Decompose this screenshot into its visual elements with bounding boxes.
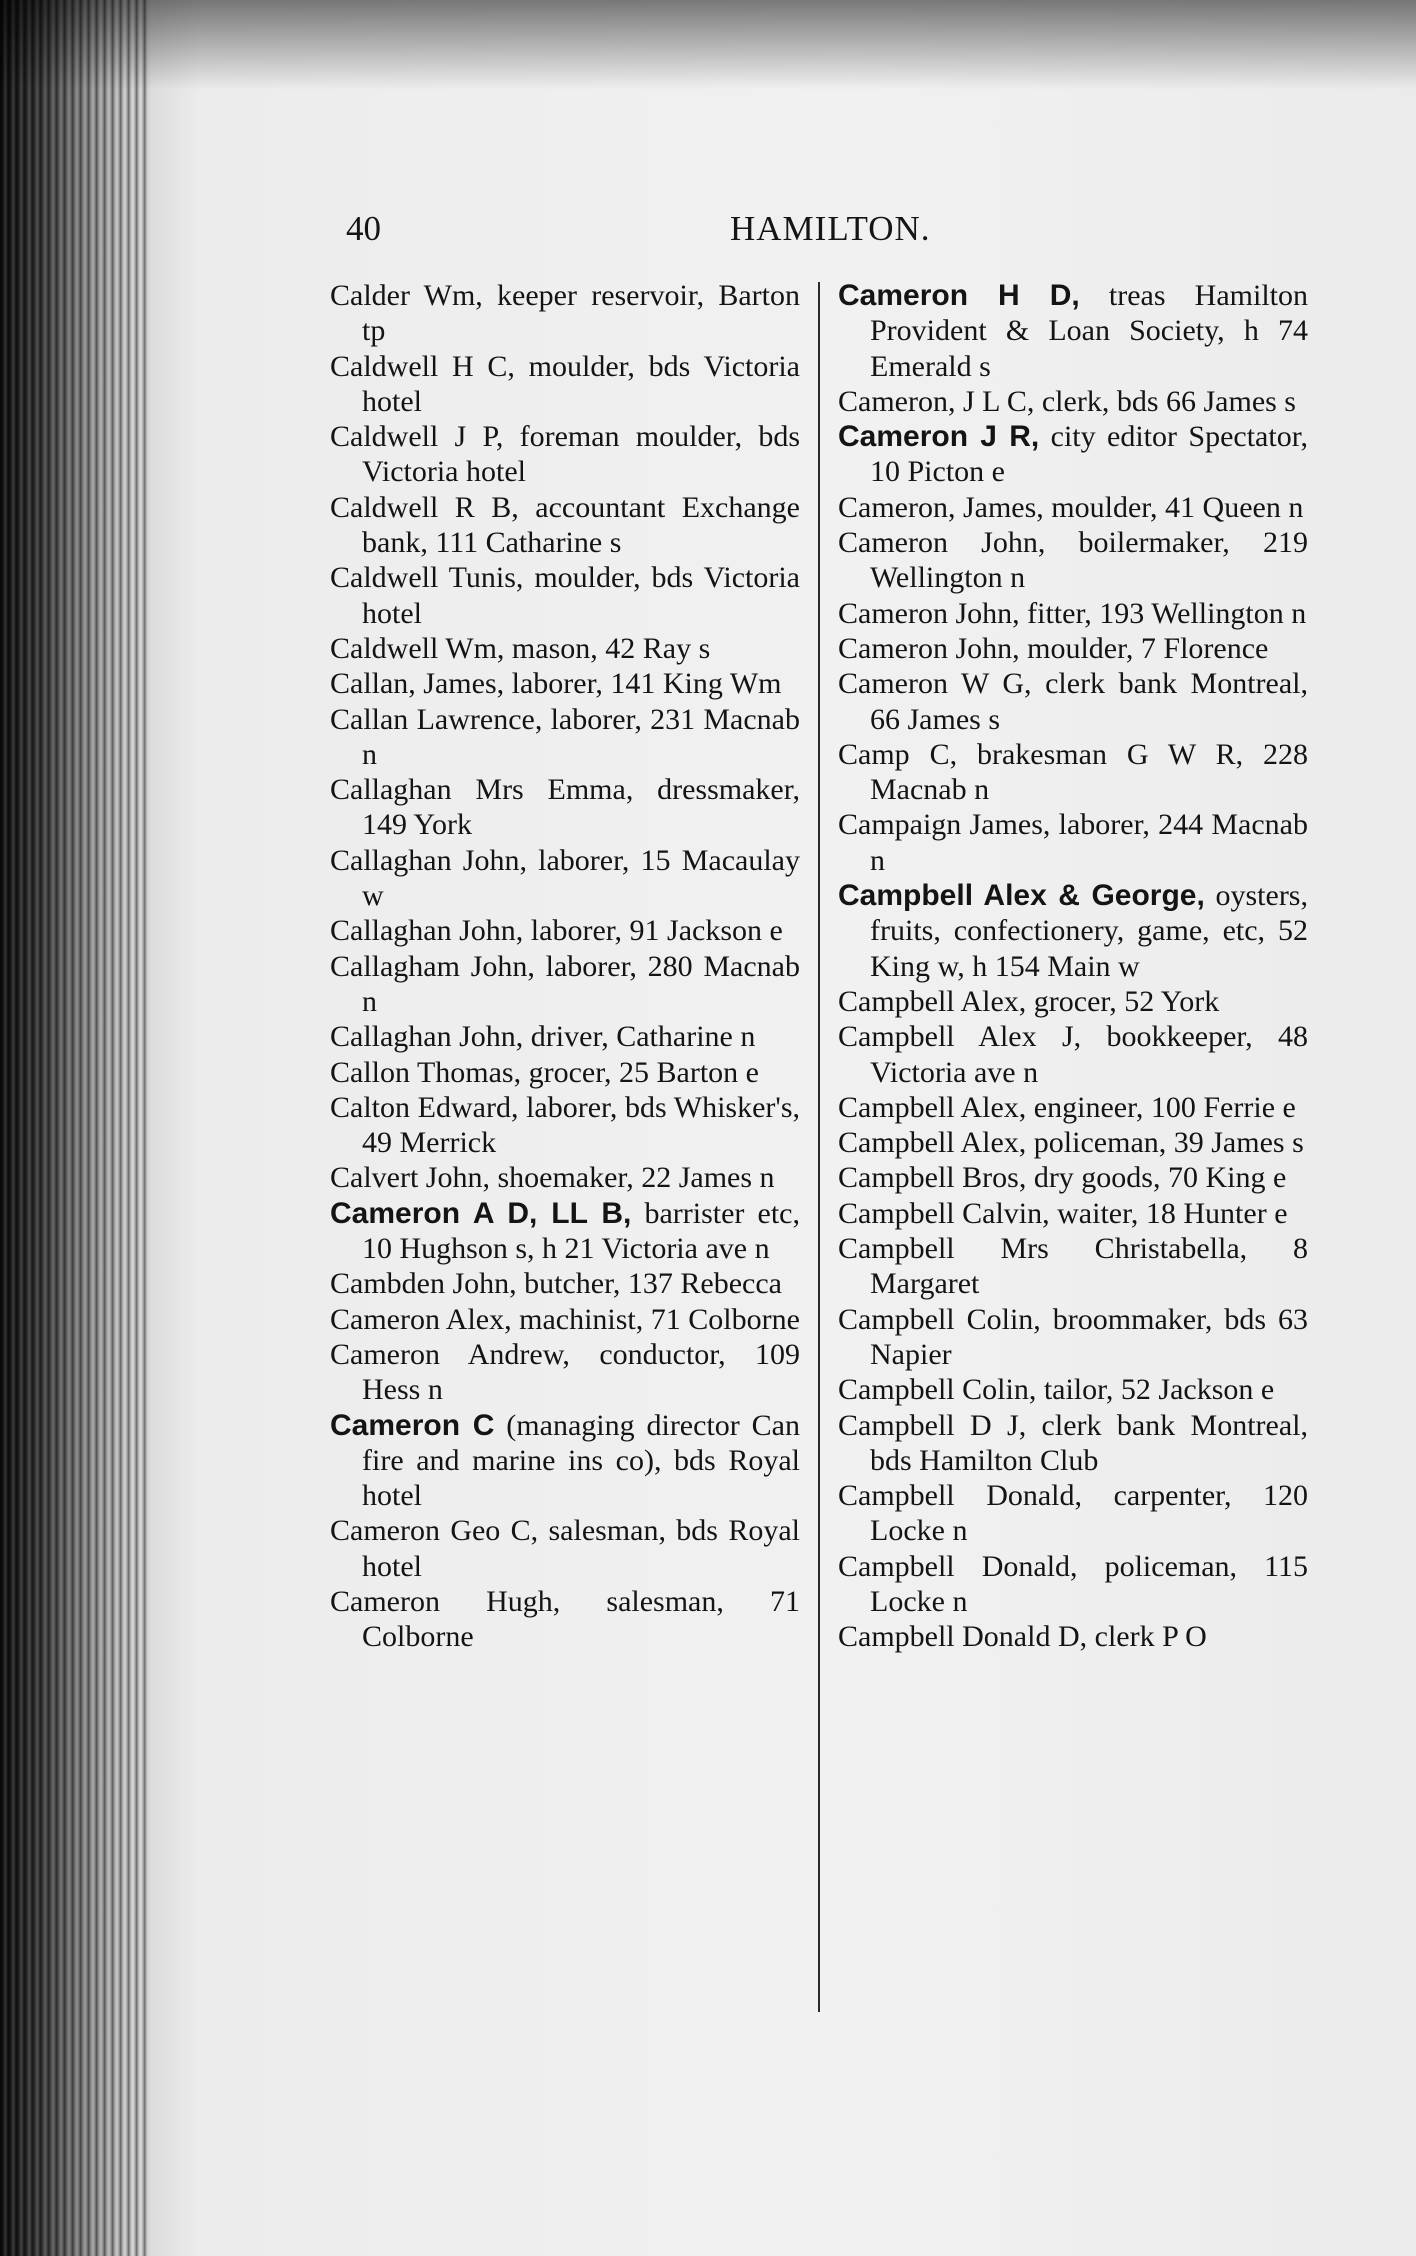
directory-entry: Calder Wm, keeper reservoir, Barton tp: [330, 279, 800, 348]
directory-entry: Callan, James, laborer, 141 King Wm: [330, 667, 782, 701]
directory-entry: Cameron Hugh, salesman, 71 Colborne: [330, 1584, 800, 1654]
directory-entry: Callaghan John, driver, Catharine n: [330, 1020, 756, 1054]
directory-entry: Campaign James, laborer, 244 Macnab n: [838, 808, 1308, 877]
directory-entry: Campbell Donald, policeman, 115 Locke n: [838, 1549, 1308, 1618]
entry-name-bold: Cameron A D, LL B,: [330, 1196, 632, 1230]
directory-entry: Campbell Calvin, waiter, 18 Hunter e: [838, 1196, 1288, 1230]
directory-entry: Campbell Alex J, bookkeeper, 48 Victoria ave n: [838, 1020, 1308, 1089]
entry-name-bold: Cameron C: [330, 1408, 495, 1442]
directory-entry: Campbell Alex, engineer, 100 Ferrie e: [838, 1090, 1296, 1124]
directory-entry-featured: Cameron H D, treas Hamilton Provident & Loan Society, h 74 Emerald s: [838, 279, 1309, 383]
column-divider: [818, 282, 820, 2012]
directory-entry-featured: Campbell Alex & George, oysters, fruits, confectionery, game, etc, 52 King w, h 154 Main w: [838, 879, 1308, 983]
directory-entry: Cameron John, boilermaker, 219 Wellington n: [838, 526, 1308, 595]
directory-entry: Caldwell Wm, mason, 42 Ray s: [330, 631, 711, 665]
directory-entry: Callaghan Mrs Emma, dressmaker, 149 York: [330, 773, 800, 842]
book-spine-shadow: [0, 0, 150, 2256]
directory-entry: Cameron John, moulder, 7 Florence: [838, 631, 1269, 665]
directory-entry: Campbell D J, clerk bank Montreal, bds Hamilton Club: [838, 1408, 1308, 1477]
directory-entry: Caldwell Tunis, moulder, bds Victoria hotel: [330, 561, 800, 630]
entry-name-bold: Campbell Alex & George,: [838, 879, 1205, 913]
directory-entry-featured: Cameron A D, LL B, barrister etc, 10 Hughson s, h 21 Victoria ave n: [330, 1196, 800, 1266]
directory-entry: Caldwell J P, foreman moulder, bds Victoria hotel: [330, 420, 800, 489]
left-column: [330, 278, 800, 1655]
directory-entry: Callan Lawrence, laborer, 231 Macnab n: [330, 702, 800, 771]
directory-entry: Caldwell R B, accountant Exchange bank, 111 Catharine s: [330, 490, 800, 560]
directory-entry: Campbell Colin, tailor, 52 Jackson e: [838, 1373, 1275, 1407]
page-number: 40: [346, 209, 381, 248]
directory-entry-featured: Cameron C (managing director Can fire and marine ins co), bds Royal hotel: [330, 1408, 800, 1513]
directory-entry: Caldwell H C, moulder, bds Victoria hotel: [330, 349, 800, 418]
right-column: [838, 278, 1308, 1655]
directory-entry: Callaghan John, laborer, 91 Jackson e: [330, 914, 783, 948]
directory-entry: Campbell Donald, carpenter, 120 Locke n: [838, 1479, 1308, 1548]
directory-entry: Callagham John, laborer, 280 Macnab n: [330, 949, 800, 1018]
top-edge-shadow: [0, 0, 1416, 90]
running-title: HAMILTON.: [730, 209, 931, 248]
directory-entry: Camp C, brakesman G W R, 228 Macnab n: [838, 737, 1308, 807]
directory-entry: Calton Edward, laborer, bds Whisker's, 49 Merrick: [330, 1090, 800, 1160]
directory-entry: Cambden John, butcher, 137 Rebecca: [330, 1267, 782, 1301]
directory-entry: Callaghan John, laborer, 15 Macaulay w: [330, 843, 800, 913]
directory-entry: Cameron W G, clerk bank Montreal, 66 James s: [838, 667, 1308, 736]
directory-entry: Campbell Mrs Christabella, 8 Margaret: [838, 1232, 1308, 1301]
entry-name-bold: Cameron H D,: [838, 279, 1080, 312]
directory-entry: Cameron, J L C, clerk, bds 66 James s: [838, 384, 1296, 418]
directory-entry: Cameron Alex, machinist, 71 Colborne: [330, 1302, 800, 1336]
directory-entry: Campbell Donald D, clerk P O: [838, 1620, 1207, 1654]
directory-entry: Campbell Alex, grocer, 52 York: [838, 984, 1220, 1018]
directory-entry: Campbell Colin, broommaker, bds 63 Napier: [838, 1302, 1308, 1371]
directory-entry: Cameron John, fitter, 193 Wellington n: [838, 596, 1307, 630]
directory-entry: Campbell Bros, dry goods, 70 King e: [838, 1161, 1287, 1195]
directory-entry: Cameron Andrew, conductor, 109 Hess n: [330, 1337, 800, 1407]
directory-entry: Cameron Geo C, salesman, bds Royal hotel: [330, 1514, 800, 1583]
directory-entry: Calvert John, shoemaker, 22 James n: [330, 1161, 775, 1195]
page-header: [340, 205, 1300, 255]
directory-entry: Callon Thomas, grocer, 25 Barton e: [330, 1055, 759, 1089]
entry-name-bold: Cameron J R,: [838, 420, 1040, 454]
directory-entry: Cameron, James, moulder, 41 Queen n: [838, 490, 1304, 524]
directory-entry-featured: Cameron J R, city editor Spectator, 10 Picton e: [838, 420, 1308, 489]
directory-entry: Campbell Alex, policeman, 39 James s: [838, 1126, 1304, 1160]
